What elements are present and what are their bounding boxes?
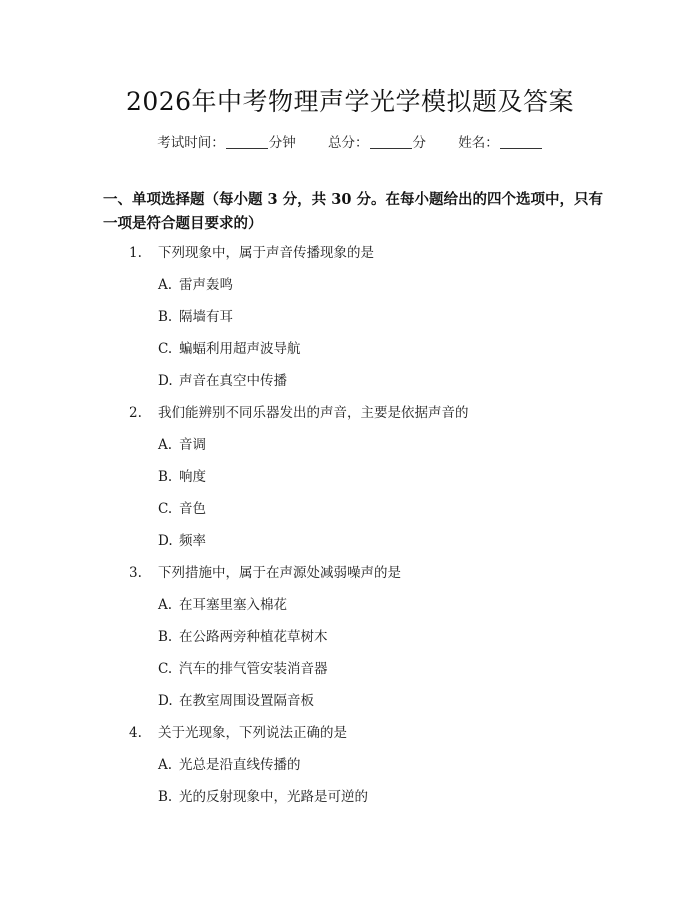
option-b: [0, 467, 700, 499]
option-letter: B.: [158, 789, 173, 805]
option-letter: C.: [158, 341, 173, 357]
option-text: 音调: [179, 437, 206, 453]
exam-time-unit: 分钟: [268, 135, 296, 151]
option-letter: B.: [158, 309, 173, 325]
section-heading: 一、单项选择题（每小题 3 分，共 30 分。在每小题给出的四个选项中，只有一项是符合题目要求的）: [103, 191, 603, 232]
option-b: [0, 627, 700, 659]
question-stem: [0, 723, 700, 755]
question-stem: [0, 403, 700, 435]
name-blank: [500, 147, 542, 149]
total-score-unit: 分: [412, 135, 426, 151]
name-field: [458, 135, 543, 151]
total-score-field: [328, 135, 426, 151]
option-letter: B.: [158, 469, 173, 485]
total-score-label: 总分：: [328, 135, 369, 151]
option-letter: B.: [158, 629, 173, 645]
option-c: [0, 499, 700, 531]
option-a: [0, 755, 700, 787]
question-number: 1.: [129, 245, 142, 261]
option-a: [0, 275, 700, 307]
option-letter: D.: [158, 373, 173, 389]
option-letter: D.: [158, 533, 173, 549]
option-text: 汽车的排气管安装消音器: [179, 661, 328, 677]
option-text: 响度: [179, 469, 206, 485]
question-stem: [0, 563, 700, 595]
option-text: 音色: [179, 501, 206, 517]
option-a: [0, 435, 700, 467]
question-2: [0, 403, 700, 563]
exam-time-label: 考试时间：: [157, 135, 225, 151]
option-text: 频率: [179, 533, 206, 549]
exam-time-field: [157, 135, 296, 151]
option-d: [0, 531, 700, 563]
question-4: [0, 723, 700, 819]
option-letter: A.: [158, 277, 173, 293]
exam-info-line: [0, 131, 700, 151]
question-text: 我们能辨别不同乐器发出的声音，主要是依据声音的: [158, 405, 469, 421]
option-letter: A.: [158, 597, 173, 613]
option-d: [0, 691, 700, 723]
option-letter: C.: [158, 501, 173, 517]
question-number: 3.: [129, 565, 142, 581]
question-stem: [0, 243, 700, 275]
option-letter: C.: [158, 661, 173, 677]
question-3: [0, 563, 700, 723]
option-d: [0, 371, 700, 403]
option-c: [0, 339, 700, 371]
option-letter: D.: [158, 693, 173, 709]
option-text: 声音在真空中传播: [179, 373, 287, 389]
question-text: 下列现象中，属于声音传播现象的是: [158, 245, 374, 261]
total-score-blank: [370, 147, 412, 149]
option-text: 光总是沿直线传播的: [179, 757, 301, 773]
question-1: [0, 243, 700, 403]
option-letter: A.: [158, 437, 173, 453]
question-number: 4.: [129, 725, 142, 741]
option-text: 在教室周围设置隔音板: [179, 693, 314, 709]
option-a: [0, 595, 700, 627]
option-c: [0, 659, 700, 691]
option-b: [0, 307, 700, 339]
option-text: 光的反射现象中，光路是可逆的: [179, 789, 368, 805]
question-text: 下列措施中，属于在声源处减弱噪声的是: [158, 565, 401, 581]
question-text: 关于光现象，下列说法正确的是: [158, 725, 347, 741]
name-label: 姓名：: [458, 135, 499, 151]
option-text: 在耳塞里塞入棉花: [179, 597, 287, 613]
page-title: 2026年中考物理声学光学模拟题及答案: [125, 87, 575, 116]
option-text: 雷声轰鸣: [179, 277, 233, 293]
option-letter: A.: [158, 757, 173, 773]
option-text: 蝙蝠利用超声波导航: [179, 341, 301, 357]
question-list: [0, 243, 700, 819]
option-text: 在公路两旁种植花草树木: [179, 629, 328, 645]
option-text: 隔墙有耳: [179, 309, 233, 325]
question-number: 2.: [129, 405, 142, 421]
option-b: [0, 787, 700, 819]
exam-time-blank: [226, 147, 268, 149]
